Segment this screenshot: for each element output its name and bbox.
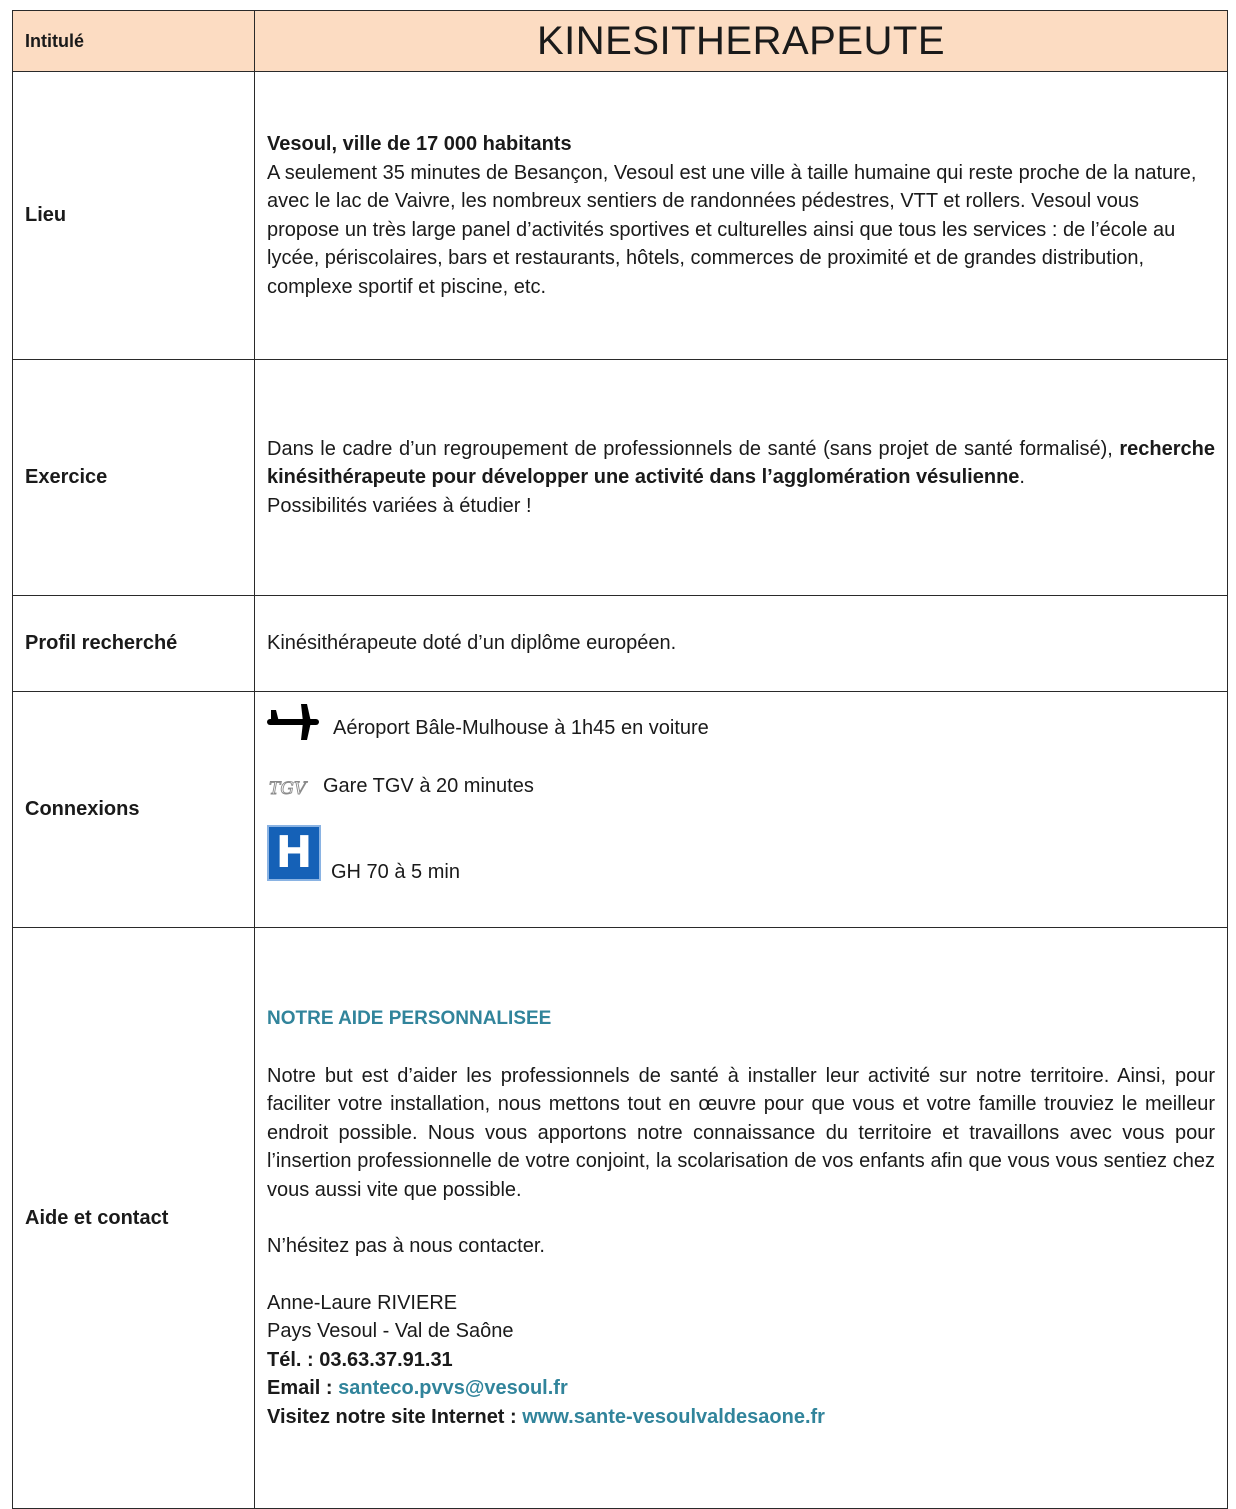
lieu-text: A seulement 35 minutes de Besançon, Vesoul est une ville à taille humaine qui reste proche de la nature, avec le lac de Vaivre, les nombreux sentiers de randonnées pédestres, VTT et rollers. Vesoul vous propose un très large panel d’activités sportives et culturelles ainsi que tous les services : de l’école au lycée, périscolaires, bars et restaurants, hôtels, commerces de proximité et de grandes distribution, complexe sportif et piscine, etc. (267, 161, 1197, 298)
connexions-label: Connexions (13, 692, 255, 928)
job-offer-table (12, 10, 1228, 1509)
hospital-icon: H (267, 825, 321, 881)
train-line (267, 772, 1215, 801)
aide-heading: NOTRE AIDE PERSONNALISEE (267, 1008, 552, 1029)
aide-label: Aide et contact (13, 928, 255, 1509)
site-label: Visitez notre site Internet : (267, 1405, 523, 1428)
connexions-content (255, 692, 1228, 928)
lieu-content (255, 72, 1228, 360)
title-label: Intitulé (13, 11, 255, 72)
contact-name: Anne-Laure RIVIERE (267, 1291, 458, 1314)
aide-content (255, 928, 1228, 1509)
email-label: Email : (267, 1377, 339, 1399)
hospital-text: GH 70 à 5 min (331, 861, 460, 883)
hospital-line (267, 825, 1215, 881)
contact-prompt: N’hésitez pas à nous contacter. (267, 1235, 545, 1257)
title-row (13, 11, 1228, 72)
lieu-label: Lieu (13, 72, 255, 360)
lieu-heading: Vesoul, ville de 17 000 habitants (267, 133, 572, 155)
contact-organization: Pays Vesoul - Val de Saône (267, 1320, 514, 1342)
exercice-period: . (1019, 466, 1025, 489)
website-link[interactable]: www.sante-vesoulvaldesaone.fr (522, 1405, 825, 1428)
profil-content: Kinésithérapeute doté d’un diplôme européen. (255, 596, 1228, 692)
plane-icon (267, 702, 323, 742)
exercice-line2: Possibilités variées à étudier ! (267, 494, 532, 517)
airport-line (267, 702, 1215, 742)
lieu-row (13, 72, 1228, 360)
exercice-label: Exercice (13, 360, 255, 596)
profil-row (13, 596, 1228, 692)
exercice-content (255, 360, 1228, 596)
tgv-logo-icon (267, 775, 313, 801)
airport-text: Aéroport Bâle-Mulhouse à 1h45 en voiture (333, 716, 709, 739)
contact-phone: Tél. : 03.63.37.91.31 (267, 1348, 453, 1371)
connexions-row (13, 692, 1228, 928)
exercice-highlight: recherche kinésithérapeute pour développer une activité dans l’agglomération vésulienne (267, 437, 1215, 489)
profil-label: Profil recherché (13, 596, 255, 692)
svg-text:TGV: TGV (269, 778, 307, 799)
aide-paragraph: Notre but est d’aider les professionnels de santé à installer leur activité sur notre territoire. Ainsi, pour faciliter votre installation, nous mettons tout en œuvre pour que vous et votre famille trouviez le meilleur endroit possible. Nous vous apportons notre connaissance du territoire et travaillons avec vous pour l’insertion professionnelle de votre conjoint, la scolarisation de vos enfants afin que vous vous sentiez chez vous aussi vite que possible. (267, 1064, 1215, 1201)
train-text: Gare TGV à 20 minutes (323, 775, 534, 797)
aide-row (13, 928, 1228, 1509)
exercice-paragraph (267, 435, 1215, 492)
contact-email-line (267, 1374, 1215, 1403)
exercice-text: Dans le cadre d’un regroupement de professionnels de santé (sans projet de santé formalisé), (267, 437, 1120, 460)
exercice-row (13, 360, 1228, 596)
page-title: KINESITHERAPEUTE (255, 11, 1228, 72)
email-link[interactable]: santeco.pvvs@vesoul.fr (338, 1377, 568, 1399)
contact-site-line (267, 1403, 1215, 1432)
